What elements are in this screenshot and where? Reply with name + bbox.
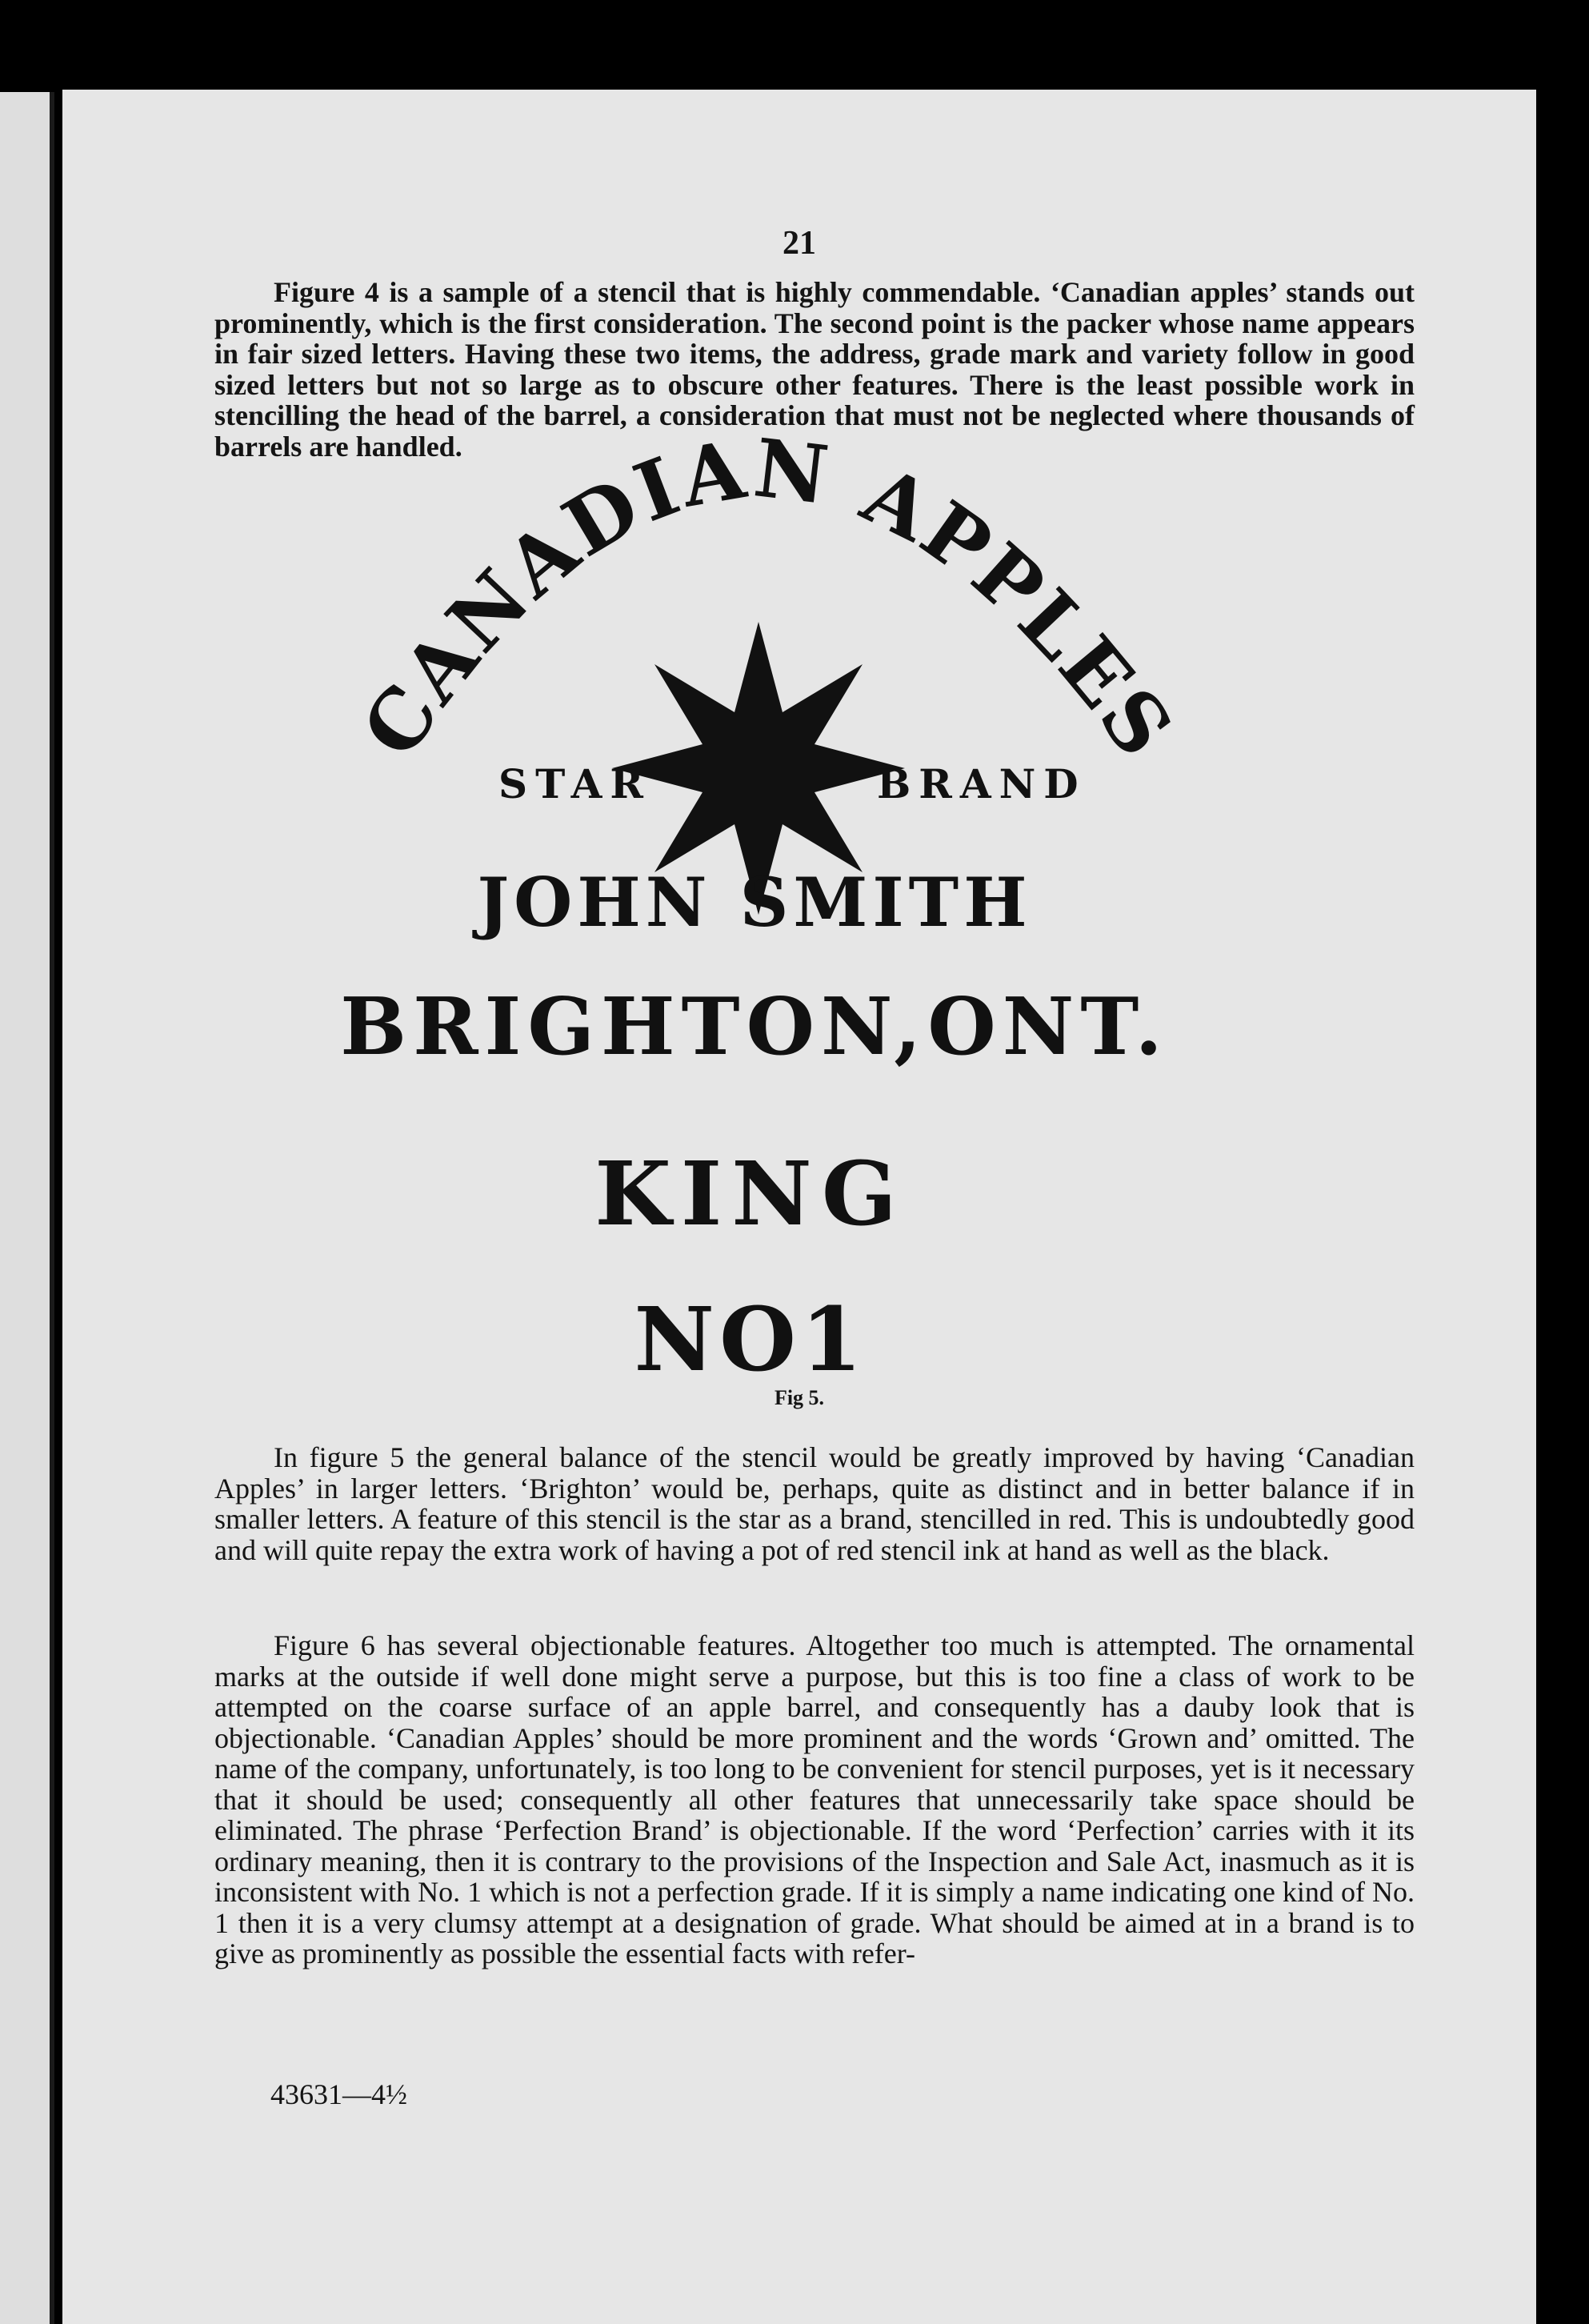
catalogue-number: 43631—4½ [270, 2078, 407, 2110]
stencil-variety: KING [594, 1142, 907, 1245]
stencil-brand-word: BRAND [877, 760, 1087, 807]
figure-caption: Fig 5. [774, 1386, 825, 1409]
paragraph-figure-6: Figure 6 has several objectionable features. Altogether too much is attempted. The ornamental marks at the outside if well done might serve a purpose, but this is too fine a class of work to be attempted on the coarse surface of an apple barrel, and consequently has a dauby look that is objectionable. ‘Canadian Apples’ should be more prominent and the words ‘Grown and’ omitted. The name of the company, unfortunately, is too long to be convenient for stencil purposes, yet is it necessary that it should be used; consequently all other features that unnecessarily take space should be eliminated. The phrase ‘Perfection Brand’ is objectionable. If the word ‘Perfection’ carries with it its ordinary meaning, then it is contrary to the provisions of the Inspection and Sale Act, inasmuch as it is inconsistent with No. 1 which is not a perfection grade. If it is simply a name indicating one kind of No. 1 then it is a very clumsy attempt at a designation of grade. What should be aimed at in a brand is to give as prominently as possible the essential facts with refer- [214, 1629, 1415, 1969]
stencil-star-word: STAR [498, 760, 651, 807]
stencil-address: BRIGHTON,ONT. [340, 981, 1169, 1073]
left-page-edge [0, 92, 54, 2324]
stencil-packer-name: JOHN SMITH [477, 863, 1032, 942]
paragraph-figure-5: In figure 5 the general balance of the stencil would be greatly improved by having ‘Canadian Apples’ in larger letters. ‘Brighton’ would be, perhaps, quite as distinct and in better balance if in smaller letters. A feature of this stencil is the star as a brand, stencilled in red. This is undoubtedly good and will quite repay the extra work of having a pot of red stencil ink at hand as well as the black. [214, 1441, 1415, 1566]
stencil-figure [62, 90, 1536, 1386]
paragraph-intro: Figure 4 is a sample of a stencil that is highly commendable. ‘Canadian apples’ stands out prominently, which is the first consideration. The second point is the packer whose name appears in fair sized letters. Having these two items, the address, grade mark and variety follow in good sized letters but not so large as to obscure other features. There is the least possible work in stencilling the head of the barrel, a consideration that must not be neglected where thousands of barrels are handled. [214, 276, 1415, 463]
stencil-arc-text: CANADIAN APPLES [343, 420, 1193, 777]
document-page [62, 90, 1536, 2324]
stencil-grade: NO1 [634, 1288, 867, 1386]
page-number: 21 [782, 225, 816, 262]
